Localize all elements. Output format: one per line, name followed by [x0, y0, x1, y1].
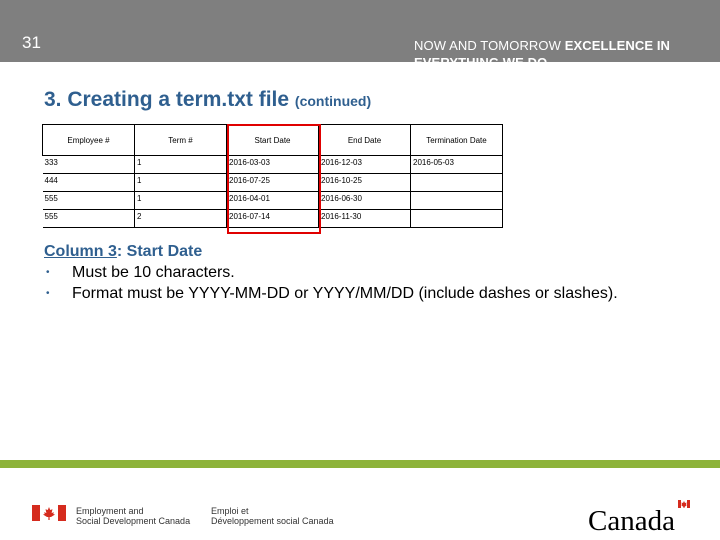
- bullet-text: Format must be YYYY-MM-DD or YYYY/MM/DD (include dashes or slashes).: [72, 285, 618, 302]
- table-row: [43, 156, 503, 174]
- table-row: [43, 210, 503, 228]
- footer-fr-line2: Développement social Canada: [211, 516, 334, 526]
- table-header-term: Term #: [135, 125, 227, 156]
- slide-title: [44, 88, 371, 112]
- column-label-rest: : Start Date: [116, 243, 203, 260]
- table-row: [43, 192, 503, 210]
- table-cell: 2016-10-25: [319, 174, 411, 192]
- table-cell: 2016-05-03: [411, 156, 503, 174]
- table-cell: 1: [135, 156, 227, 174]
- table-row: [43, 174, 503, 192]
- canada-flag-icon: [32, 505, 66, 521]
- term-table: [42, 124, 503, 228]
- table-header-row: [43, 125, 503, 156]
- table-cell: 555: [43, 210, 135, 228]
- table-cell: 2016-07-14: [227, 210, 319, 228]
- header-bar: [0, 0, 720, 70]
- table-header-termination-date: Termination Date: [411, 125, 503, 156]
- table-cell: 1: [135, 174, 227, 192]
- table-cell: 2016-11-30: [319, 210, 411, 228]
- column-heading: [44, 241, 664, 262]
- table-cell: 2016-06-30: [319, 192, 411, 210]
- table-cell: [411, 210, 503, 228]
- footer: [0, 490, 720, 540]
- footer-en-line1: Employment and: [76, 506, 144, 516]
- table-cell: [411, 192, 503, 210]
- footer-en-line2: Social Development Canada: [76, 516, 191, 526]
- column-label: Column 3: [44, 243, 117, 260]
- accent-bar: [0, 460, 720, 468]
- slide-title-main: 3. Creating a term.txt file: [44, 88, 290, 111]
- table-cell: 2016-07-25: [227, 174, 319, 192]
- tagline-bold: EXCELLENCE IN EVERYTHING WE DO: [414, 38, 671, 70]
- table-header-end-date: End Date: [319, 125, 411, 156]
- table-cell: 2016-12-03: [319, 156, 411, 174]
- canada-wordmark-logo: [588, 498, 692, 538]
- table-cell: 2016-04-01: [227, 192, 319, 210]
- bullet-icon: •: [46, 267, 50, 278]
- table-cell: 2016-03-03: [227, 156, 319, 174]
- table-cell: 2: [135, 210, 227, 228]
- footer-fr-line1: Emploi et: [211, 506, 249, 516]
- table-cell: [411, 174, 503, 192]
- wordmark-flag-icon: [678, 500, 690, 508]
- table-cell: 555: [43, 192, 135, 210]
- slide-number: 31: [22, 33, 41, 52]
- table-cell: 333: [43, 156, 135, 174]
- wordmark-text: Canada: [588, 505, 675, 537]
- bullet-text: Must be 10 characters.: [72, 264, 235, 281]
- bullet-icon: •: [46, 288, 50, 299]
- tagline: [414, 37, 704, 71]
- slide-title-sub: (continued): [294, 93, 372, 109]
- footer-department-fr: [211, 506, 334, 526]
- list-item: [44, 262, 664, 283]
- table-cell: 444: [43, 174, 135, 192]
- footer-department-en: [76, 506, 190, 526]
- column-description: [44, 241, 664, 304]
- table-cell: 1: [135, 192, 227, 210]
- table-header-employee: Employee #: [43, 125, 135, 156]
- table-header-start-date: Start Date: [227, 125, 319, 156]
- list-item: [44, 283, 664, 304]
- tagline-normal: NOW AND TOMORROW: [414, 38, 562, 53]
